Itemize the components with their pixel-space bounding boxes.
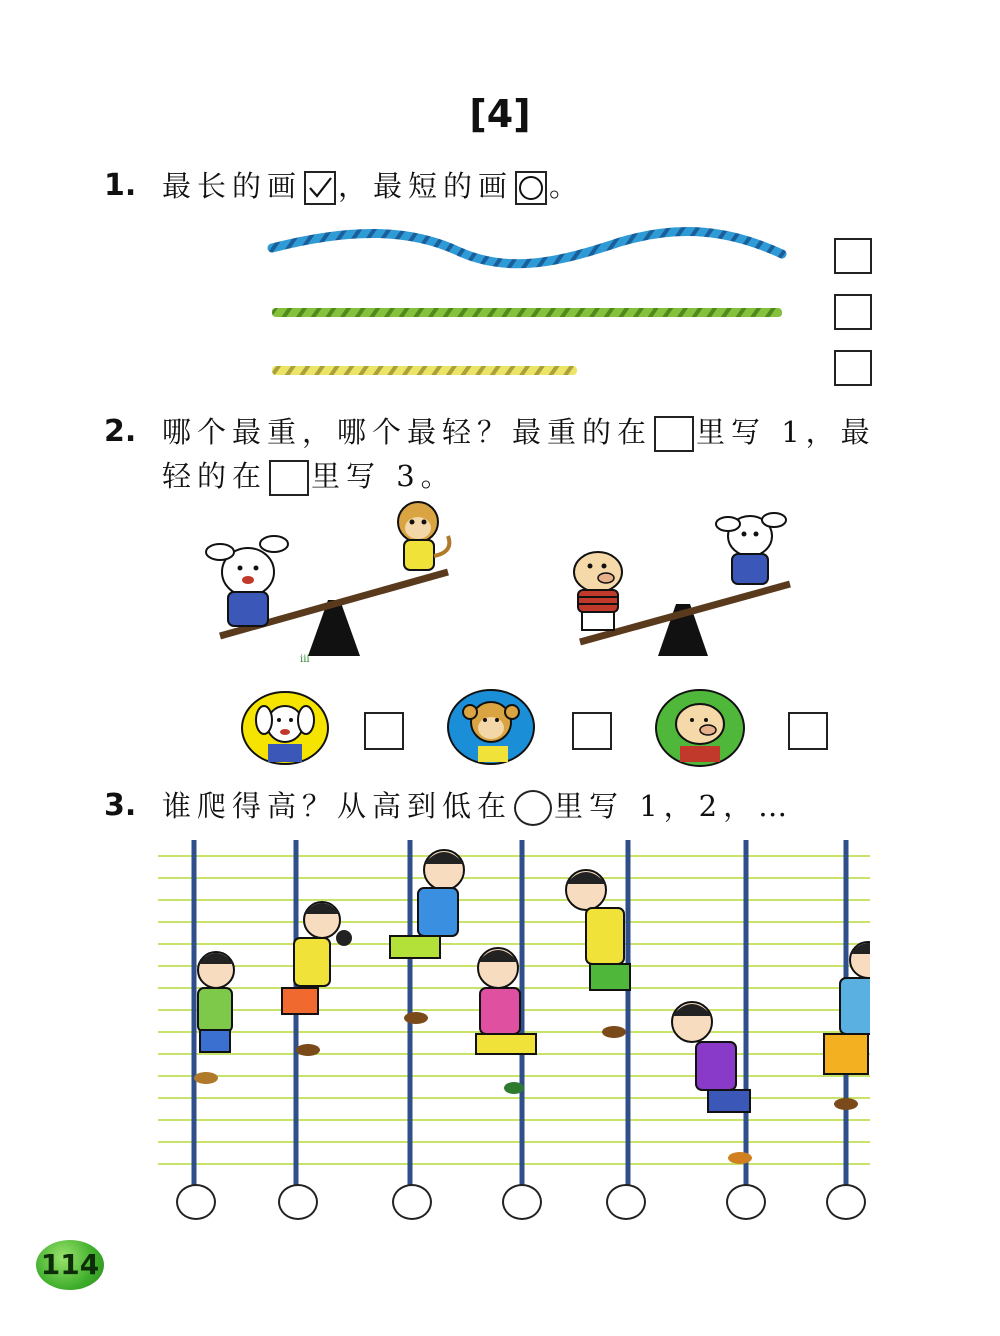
child-4-girl-pink [476, 948, 536, 1094]
green-rope [272, 308, 782, 317]
page-title: [4] [469, 92, 531, 136]
rope-1-answer-circle[interactable] [176, 1184, 216, 1220]
question-1-text [162, 166, 584, 206]
seesaw-dog-monkey [206, 502, 449, 665]
blue-rope [272, 232, 782, 264]
question-2-line-2 [162, 456, 456, 496]
monkey-figure [398, 502, 449, 570]
child-5-yellow-shirt [566, 870, 630, 1038]
heaviest-box-example [654, 416, 694, 452]
rope-2-answer-circle[interactable] [278, 1184, 318, 1220]
pig-weight-answer-box[interactable] [788, 712, 828, 750]
circle-example-box [515, 171, 547, 205]
q1-answer-box-3[interactable] [834, 350, 872, 386]
q1-answer-box-1[interactable] [834, 238, 872, 274]
check-example-box [304, 171, 336, 205]
pig-figure [574, 552, 622, 630]
question-3-text [162, 786, 793, 826]
child-1-green-shirt [194, 952, 234, 1084]
q3-text-b: 里写 1，2，… [554, 789, 794, 823]
circle-icon [517, 173, 545, 203]
rope-6-answer-circle[interactable] [726, 1184, 766, 1220]
rope-5-answer-circle[interactable] [606, 1184, 646, 1220]
q3-text-a: 谁爬得高？从高到低在 [162, 789, 513, 823]
dog-weight-answer-box[interactable] [364, 712, 404, 750]
page-number-badge: 114 [36, 1240, 104, 1290]
rope-7-answer-circle[interactable] [826, 1184, 866, 1220]
q2-line2-b: 里写 3。 [311, 459, 456, 493]
question-3-number: 3. [104, 788, 137, 823]
child-6-girl-purple [672, 1002, 752, 1164]
svg-text:ⅰⅰⅰ: ⅰⅰⅰ [300, 654, 310, 665]
q2-line1-b: 里写 1，最 [696, 415, 876, 449]
q1-text-a: 最长的画 [162, 169, 303, 203]
q2-line1-a: 哪个最重，哪个最轻？最重的在 [162, 415, 653, 449]
checkmark-icon [306, 173, 334, 203]
q1-answer-box-2[interactable] [834, 294, 872, 330]
monkey-weight-answer-box[interactable] [572, 712, 612, 750]
q2-line2-a: 轻的在 [162, 459, 268, 493]
pig-portrait [654, 688, 746, 768]
yellow-rope [272, 366, 577, 375]
seesaws-illustration [200, 496, 820, 666]
circle-answer-example [514, 790, 552, 826]
rope-3-answer-circle[interactable] [392, 1184, 432, 1220]
question-2-line-1 [162, 412, 876, 452]
question-2-number: 2. [104, 414, 137, 449]
q1-text-c: 。 [549, 169, 585, 203]
q1-text-b: ，最短的画 [338, 169, 514, 203]
lightest-box-example [269, 460, 309, 496]
question-1-number: 1. [104, 168, 137, 203]
dog-figure [206, 536, 288, 626]
monkey-portrait [446, 688, 536, 766]
dog-portrait [240, 690, 330, 766]
rope-4-answer-circle[interactable] [502, 1184, 542, 1220]
seesaw-pig-dog [574, 513, 790, 656]
child-3-blue-shirt [390, 850, 464, 1024]
ropes-illustration [260, 222, 800, 382]
climbing-ropes-illustration [158, 838, 870, 1238]
dog-figure-2 [716, 513, 786, 584]
